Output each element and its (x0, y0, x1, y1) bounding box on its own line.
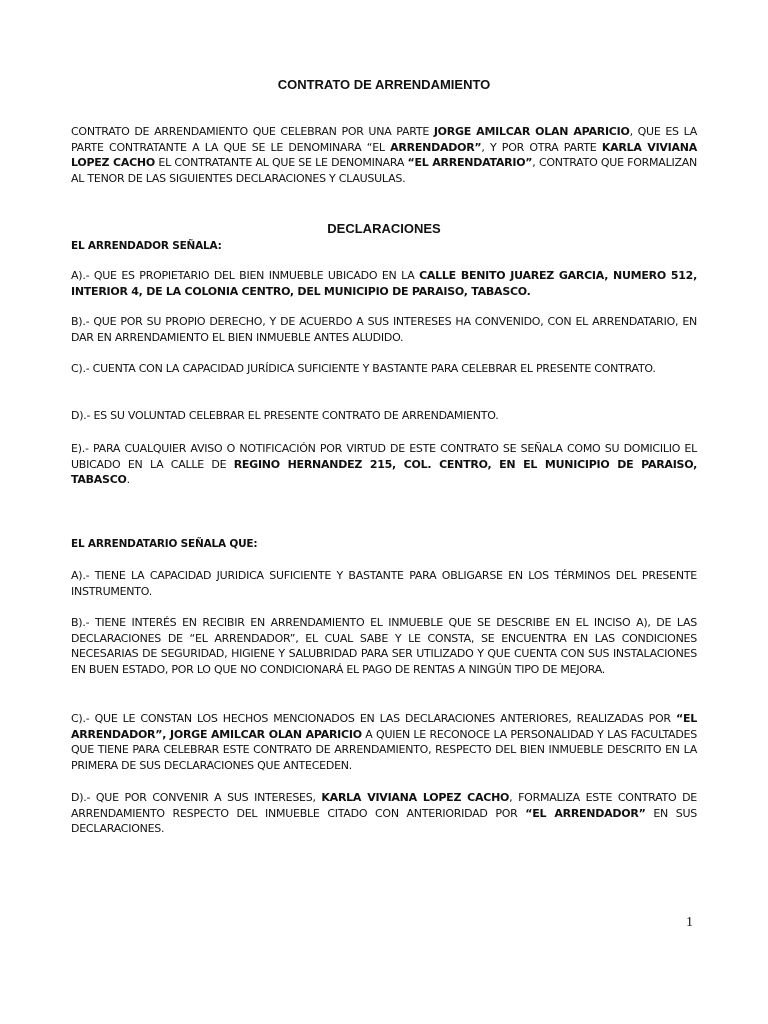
arrendatario-clause-a: A).- TIENE LA CAPACIDAD JURIDICA SUFICIENTE Y BASTANTE PARA OBLIGARSE EN LOS TÉRMINOS DEL PRESENTE INSTRUMENTO. (71, 569, 697, 598)
arrendador-clause-d: D).- ES SU VOLUNTAD CELEBRAR EL PRESENTE CONTRATO DE ARRENDAMIENTO. (71, 409, 499, 422)
arrendador-clause-b: B).- QUE POR SU PROPIO DERECHO, Y DE ACUERDO A SUS INTERESES HA CONVENIDO, CON EL ARRENDATARIO, EN DAR EN ARRENDAMIENTO EL BIEN INMUEBLE ANTES ALUDIDO. (71, 315, 697, 344)
intro-paragraph: CONTRATO DE ARRENDAMIENTO QUE CELEBRAN POR UNA PARTE JORGE AMILCAR OLAN APARICIO, QUE ES LA PARTE CONTRATANTE A LA QUE SE LE DENOMINARA “EL ARRENDADOR”, Y POR OTRA PARTE KARLA VIVIANA LOPEZ CACHO EL CONTRATANTE AL QUE SE LE DENOMINARA “EL ARRENDATARIO”, CONTRATO QUE FORMALIZAN AL TENOR DE LAS SIGUIENTES DECLARACIONES Y CLAUSULAS. (71, 125, 697, 185)
document-title: CONTRATO DE ARRENDAMIENTO (277, 77, 491, 92)
declaraciones-title: DECLARACIONES (327, 221, 441, 236)
arrendador-clause-e: E).- PARA CUALQUIER AVISO O NOTIFICACIÓN POR VIRTUD DE ESTE CONTRATO SE SEÑALA COMO SU DOMICILIO EL UBICADO EN LA CALLE DE REGINO HERNANDEZ 215, COL. CENTRO, EN EL MUNICIPIO DE PARAISO, TABASCO. (71, 442, 697, 487)
page-number: 1 (686, 915, 693, 930)
arrendatario-clause-d: D).- QUE POR CONVENIR A SUS INTERESES, KARLA VIVIANA LOPEZ CACHO, FORMALIZA ESTE CONTRATO DE ARRENDAMIENTO RESPECTO DEL INMUEBLE CITADO CON ANTERIORIDAD POR “EL ARRENDADOR” EN SUS DECLARACIONES. (71, 791, 697, 836)
arrendador-clause-a: A).- QUE ES PROPIETARIO DEL BIEN INMUEBLE UBICADO EN LA CALLE BENITO JUAREZ GARCIA, NUMERO 512, INTERIOR 4, DE LA COLONIA CENTRO, DEL MUNICIPIO DE PARAISO, TABASCO. (71, 269, 697, 298)
arrendatario-clause-b: B).- TIENE INTERÉS EN RECIBIR EN ARRENDAMIENTO EL INMUEBLE QUE SE DESCRIBE EN EL INCISO A), DE LAS DECLARACIONES DE “EL ARRENDADOR”, EL CUAL SABE Y LE CONSTA, SE ENCUENTRA EN LAS CONDICIONES NECESARIAS DE SEGURIDAD, HIGIENE Y SALUBRIDAD PARA SER UTILIZADO Y QUE CUENTA CON SUS INSTALACIONES EN BUEN ESTADO, POR LO QUE NO CONDICIONARÁ EL PAGO DE RENTAS A NINGÚN TIPO DE MEJORA. (71, 616, 697, 676)
arrendador-clause-c: C).- CUENTA CON LA CAPACIDAD JURÍDICA SUFICIENTE Y BASTANTE PARA CELEBRAR EL PRESENTE CONTRATO. (71, 362, 656, 375)
arrendatario-heading: EL ARRENDATARIO SEÑALA QUE: (71, 538, 258, 550)
arrendatario-clause-c: C).- QUE LE CONSTAN LOS HECHOS MENCIONADOS EN LAS DECLARACIONES ANTERIORES, REALIZADAS POR “EL ARRENDADOR”, JORGE AMILCAR OLAN APARICIO A QUIEN LE RECONOCE LA PERSONALIDAD Y LAS FACULTADES QUE TIENE PARA CELEBRAR ESTE CONTRATO DE ARRENDAMIENTO, RESPECTO DEL BIEN INMUEBLE DESCRITO EN LA PRIMERA DE SUS DECLARACIONES QUE ANTECEDEN. (71, 712, 697, 772)
arrendador-heading: EL ARRENDADOR SEÑALA: (71, 240, 222, 252)
